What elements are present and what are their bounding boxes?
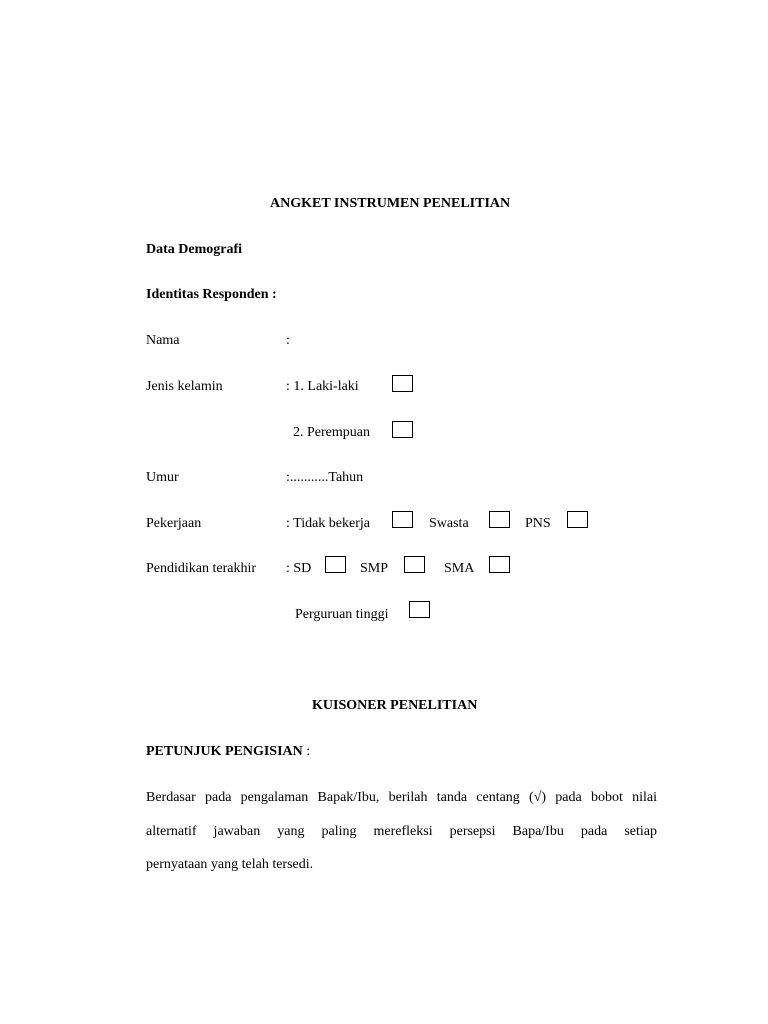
petunjuk-pengisian-heading [146,745,310,759]
pekerjaan-option-swasta: Swasta [429,516,469,531]
pendidikan-option-smp: SMP [360,561,389,576]
checkbox-smp[interactable] [404,556,425,573]
pendidikan-option-sma: SMA [444,561,475,576]
jenis-kelamin-label: Jenis kelamin [146,379,223,394]
jenis-kelamin-option-laki-laki: : 1. Laki-laki [286,379,359,394]
checkbox-tidak-bekerja[interactable] [392,511,413,528]
checkbox-laki-laki[interactable] [392,375,413,392]
instruction-line-1: Berdasar pada pengalaman Bapak/Ibu, berilah tanda centang (√) pada bobot nilai [146,790,657,805]
kuisoner-title: KUISONER PENELITIAN [312,698,478,713]
pendidikan-label: Pendidikan terakhir [146,561,257,576]
pendidikan-option-perguruan-tinggi: Perguruan tinggi [295,607,389,622]
section-data-demografi: Data Demografi [146,242,243,257]
jenis-kelamin-option-perempuan: 2. Perempuan [293,425,370,440]
nama-label: Nama [146,333,180,348]
petunjuk-pengisian-label: PETUNJUK PENGISIAN [146,744,303,759]
nama-value[interactable]: : [286,333,290,348]
document-title: ANGKET INSTRUMEN PENELITIAN [270,196,511,211]
pekerjaan-label: Pekerjaan [146,516,202,531]
pekerjaan-option-pns: PNS [525,516,551,531]
umur-value[interactable]: :...........Tahun [286,470,364,485]
umur-label: Umur [146,470,179,485]
pekerjaan-option-tidak-bekerja: : Tidak bekerja [286,516,370,531]
checkbox-pns[interactable] [567,511,588,528]
instruction-line-2: alternatif jawaban yang paling merefleksi persepsi Bapa/Ibu pada setiap [146,824,657,839]
checkbox-swasta[interactable] [489,511,510,528]
petunjuk-pengisian-colon: : [302,744,311,759]
instruction-line-3: pernyataan yang telah tersedi. [146,857,314,872]
checkbox-perguruan-tinggi[interactable] [409,601,430,618]
checkbox-sma[interactable] [489,556,510,573]
pendidikan-option-sd: : SD [286,561,312,576]
checkbox-perempuan[interactable] [392,421,413,438]
section-identitas-responden: Identitas Responden : [146,287,277,302]
checkbox-sd[interactable] [325,556,346,573]
